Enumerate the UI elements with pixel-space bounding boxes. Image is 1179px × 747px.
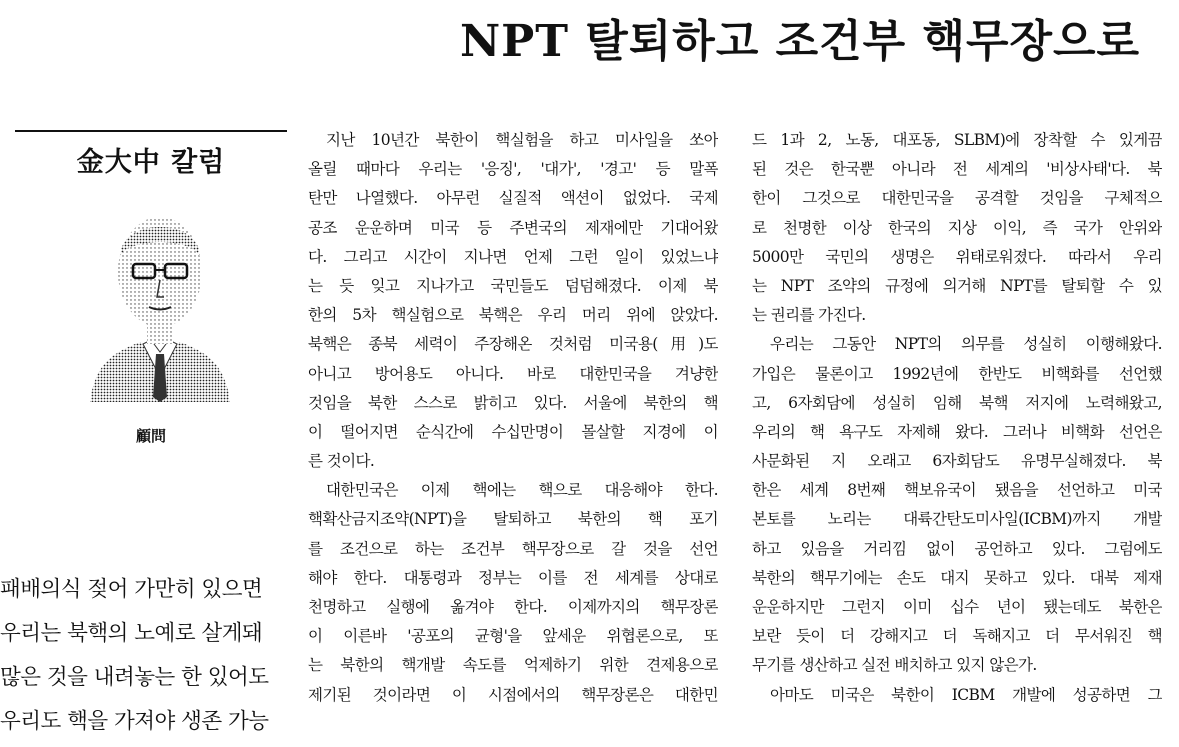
body-line: 북핵은 종북 세력이 주장해온 것처럼 미국용(用)도 bbox=[308, 335, 718, 354]
body-line: 는 NPT 조약의 규정에 의거해 NPT를 탈퇴할 수 있 bbox=[752, 276, 1162, 295]
body-line: 아마도 미국은 북한이 ICBM 개발에 성공하면 그 bbox=[770, 685, 1162, 704]
body-line: 한은 세계 8번째 핵보유국이 됐음을 선언하고 미국 bbox=[752, 481, 1162, 500]
body-line: 우리는 그동안 NPT의 의무를 성실히 이행해왔다. bbox=[770, 335, 1162, 354]
body-line: 탄만 나열했다. 아무런 실질적 액션이 없었다. 국제 bbox=[308, 189, 718, 208]
body-line: 운운하지만 그런지 이미 십수 년이 됐는데도 북한은 bbox=[752, 598, 1162, 616]
body-line: 이 이른바 '공포의 균형'을 앞세운 위협론으로, 또 bbox=[308, 627, 718, 646]
body-line: 본토를 노리는 대륙간탄도미사일(ICBM)까지 개발 bbox=[752, 510, 1162, 529]
body-line: 한이 그것으로 대한민국을 공격할 것임을 구체적으 bbox=[752, 189, 1162, 208]
body-line: 를 조건으로 하는 조건부 핵무장으로 갈 것을 선언 bbox=[308, 539, 718, 558]
column-name: 金大中 칼럼 bbox=[76, 147, 226, 178]
column-sidebar bbox=[0, 0, 300, 747]
body-line: 보란 듯이 더 강해지고 더 독해지고 더 무서워진 핵 bbox=[752, 627, 1162, 646]
body-line: 사문화된 지 오래고 6자회담도 유명무실해졌다. 북 bbox=[752, 452, 1162, 471]
body-line: 한의 5차 핵실험으로 북핵은 우리 머리 위에 앉았다. bbox=[308, 306, 718, 325]
body-line: 이 떨어지면 순식간에 수십만명이 몰살할 지경에 이 bbox=[308, 422, 718, 441]
body-line: 는 북한의 핵개발 속도를 억제하기 위한 견제용으로 bbox=[308, 656, 718, 675]
body-line: 지난 10년간 북한이 핵실험을 하고 미사일을 쏘아 bbox=[326, 131, 718, 149]
body-line: 5000만 국민의 생명은 위태로워졌다. 따라서 우리 bbox=[752, 247, 1162, 266]
body-line: 북한의 핵무기에는 손도 대지 못하고 있다. 대북 제재 bbox=[752, 568, 1162, 587]
body-line: 다. 그리고 시간이 지나면 언제 그런 일이 있었느냐 bbox=[308, 247, 718, 266]
pull-quote-line: 많은 것을 내려놓는 한 있어도 bbox=[0, 665, 269, 690]
body-line: 제기된 것이라면 이 시점에서의 핵무장론은 대한민 bbox=[308, 685, 718, 704]
body-line: 천명하고 실행에 옮겨야 한다. 이제까지의 핵무장론 bbox=[308, 598, 718, 616]
pull-quote-line: 패배의식 젖어 가만히 있으면 bbox=[0, 577, 263, 602]
pull-quote bbox=[0, 568, 300, 744]
pull-quote-line: 우리도 핵을 가져야 생존 가능 bbox=[0, 709, 269, 734]
body-line: 가입은 물론이고 1992년에 한반도 비핵화를 선언했 bbox=[752, 364, 1162, 383]
body-line: 는 권리를 가진다. bbox=[752, 306, 866, 325]
headline: NPT 탈퇴하고 조건부 핵무장으로 bbox=[459, 16, 1140, 67]
body-line: 하고 있음을 거리낌 없이 공언하고 있다. 그럼에도 bbox=[752, 539, 1162, 558]
body-line: 공조 운운하며 미국 등 주변국의 제재에만 기대어왔 bbox=[308, 218, 718, 237]
body-line: 아니고 방어용도 아니다. 바로 대한민국을 겨냥한 bbox=[308, 364, 718, 383]
body-line: 는 듯 잊고 지나가고 국민들도 덤덤해졌다. 이제 북 bbox=[308, 276, 718, 295]
body-line: 른 것이다. bbox=[308, 452, 375, 471]
pull-quote-line: 우리는 북핵의 노예로 살게돼 bbox=[0, 621, 263, 646]
body-line: 로 천명한 이상 한국의 지상 이익, 즉 국가 안위와 bbox=[752, 218, 1162, 237]
body-line: 올릴 때마다 우리는 '응징', '대가', '경고' 등 말폭 bbox=[308, 160, 718, 179]
body-line: 무기를 생산하고 실전 배치하고 있지 않은가. bbox=[752, 656, 1037, 675]
article-column-right bbox=[752, 126, 1162, 710]
body-line: 우리의 핵 욕구도 자제해 왔다. 그러나 비핵화 선언은 bbox=[752, 422, 1162, 441]
body-line: 것임을 북한 스스로 밝히고 있다. 서울에 북한의 핵 bbox=[308, 393, 718, 412]
body-line: 고, 6자회담에 성실히 임해 북핵 저지에 노력해왔고, bbox=[752, 393, 1162, 412]
author-title: 顧問 bbox=[135, 427, 166, 445]
body-line: 해야 한다. 대통령과 정부는 이를 전 세계를 상대로 bbox=[308, 568, 718, 587]
body-line: 대한민국은 이제 핵에는 핵으로 대응해야 한다. bbox=[326, 481, 718, 500]
article-column-left bbox=[308, 126, 718, 710]
sidebar-divider bbox=[15, 130, 287, 132]
author-portrait bbox=[85, 202, 235, 402]
body-line: 된 것은 한국뿐 아니라 전 세계의 '비상사태'다. 북 bbox=[752, 160, 1162, 179]
body-line: 드 1과 2, 노동, 대포동, SLBM)에 장착할 수 있게끔 bbox=[752, 131, 1162, 149]
body-line: 핵확산금지조약(NPT)을 탈퇴하고 북한의 핵 포기 bbox=[308, 510, 718, 529]
